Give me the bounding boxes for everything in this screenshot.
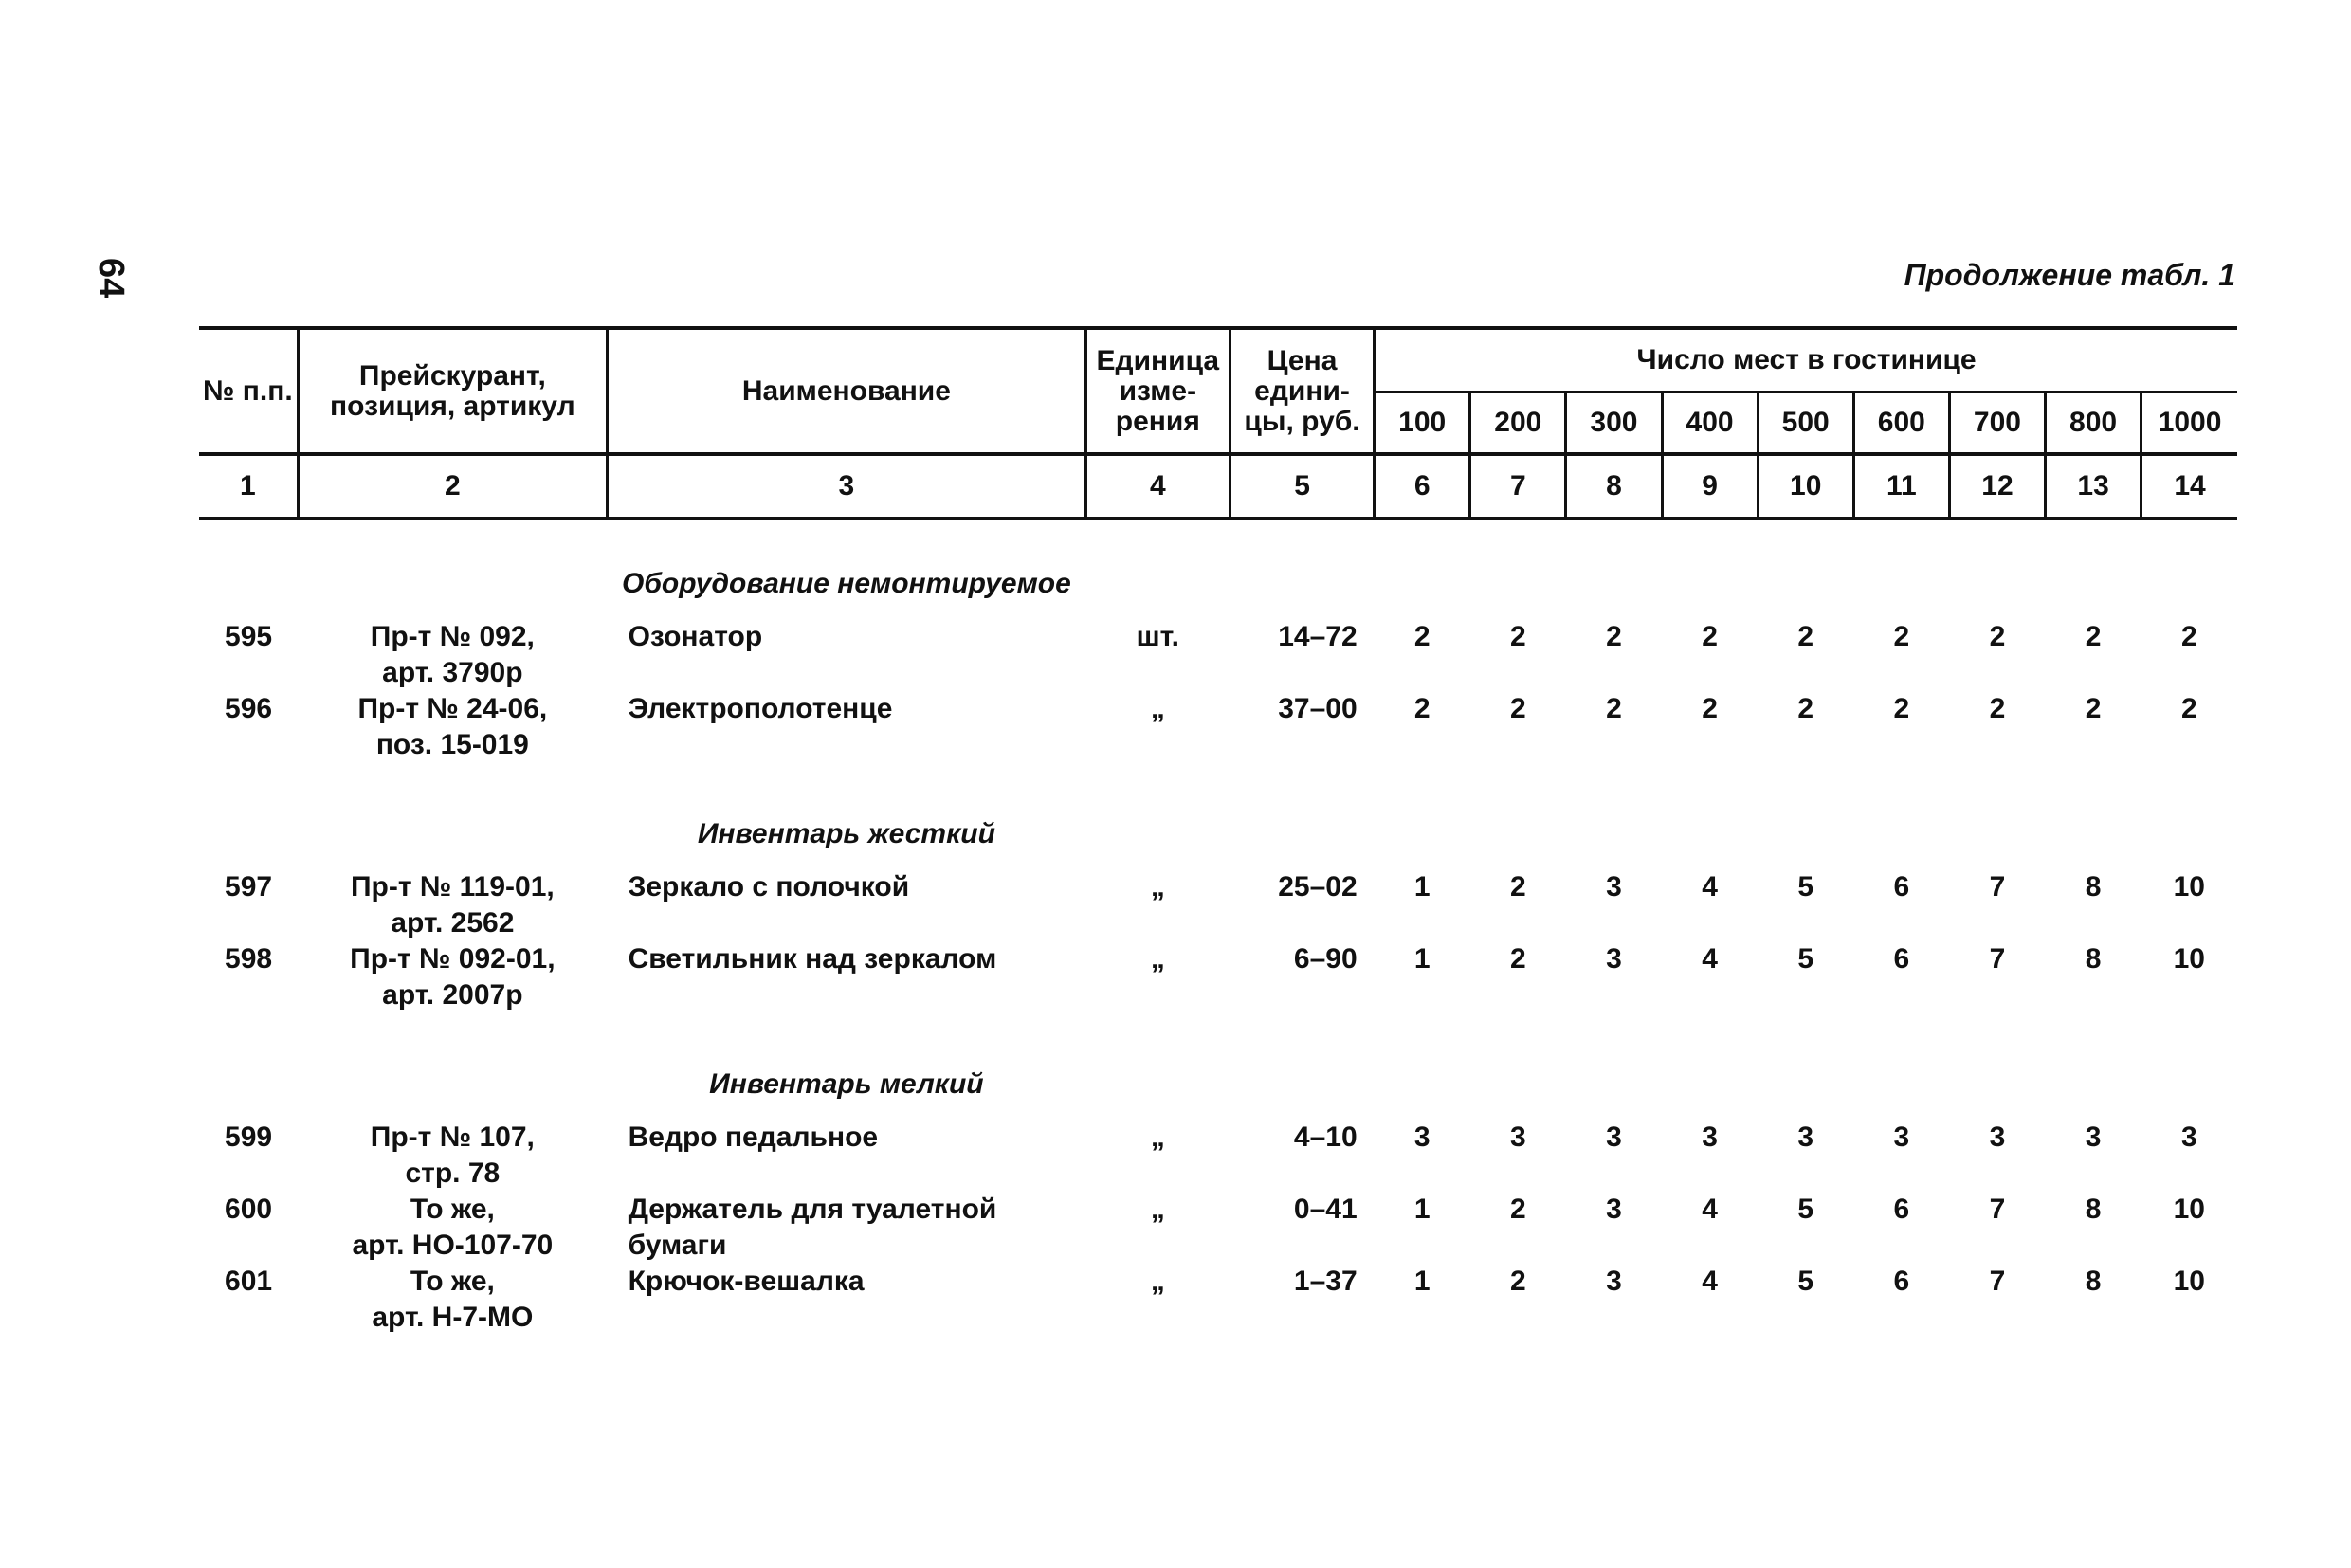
item-quantity: 2: [2085, 693, 2102, 724]
item-quantity: 1: [1413, 1266, 1431, 1297]
section-title: Инвентарь мелкий: [709, 1068, 984, 1100]
header-price: Цена едини-цы, руб.: [1230, 328, 1374, 454]
section-spacer: [2141, 763, 2237, 869]
item-quantity: 7: [1989, 943, 2006, 975]
item-quantity: 5: [1797, 1194, 1814, 1225]
item-quantity: 7: [1989, 871, 2006, 903]
section-spacer: [2141, 1013, 2237, 1120]
item-unit: „: [1150, 1121, 1165, 1153]
section-spacer: [199, 1013, 298, 1120]
item-number: 596: [225, 693, 273, 724]
column-number: 8: [1566, 454, 1662, 519]
pricelist-line: поз. 15-019: [375, 729, 529, 760]
pricelist-line: Пр-т № 119-01,: [350, 871, 555, 903]
header-num: № п.п.: [199, 328, 298, 454]
item-number: 598: [225, 943, 273, 975]
item-quantity: 2: [1509, 693, 1526, 724]
item-name: [608, 869, 1086, 941]
column-number: 10: [1758, 454, 1853, 519]
header-capacity: 400: [1662, 392, 1758, 455]
item-quantity: 2: [1606, 621, 1622, 652]
column-number: 2: [298, 454, 607, 519]
name-line: Электрополотенце: [628, 693, 893, 724]
section-row: [199, 519, 2237, 619]
item-quantity: 2: [1702, 693, 1718, 724]
header-capacity: 700: [1949, 392, 2045, 455]
pricelist-line: арт. Н-7-МО: [372, 1302, 534, 1333]
item-quantity: 4: [1702, 1266, 1718, 1297]
item-quantity: 3: [1606, 943, 1622, 975]
item-number: 600: [225, 1194, 273, 1225]
column-number: 13: [2046, 454, 2141, 519]
pricelist-line: арт. 2562: [391, 907, 515, 939]
item-name: [608, 941, 1086, 1013]
header-capacity: 300: [1566, 392, 1662, 455]
table-body: [199, 519, 2237, 1336]
item-pricelist: [298, 691, 607, 763]
section-spacer: [1853, 1013, 1949, 1120]
item-quantity: 4: [1702, 871, 1718, 903]
column-number: 5: [1230, 454, 1374, 519]
item-quantity: 10: [2173, 1266, 2205, 1297]
item-name: [608, 619, 1086, 691]
pricelist-line: арт. 2007р: [382, 979, 523, 1011]
item-name: [608, 691, 1086, 763]
section-spacer: [1085, 1013, 1230, 1120]
header-unit: Единица изме-рения: [1085, 328, 1230, 454]
table-caption: Продолжение табл. 1: [1904, 258, 2235, 292]
section-spacer: [2046, 763, 2141, 869]
item-pricelist: [298, 869, 607, 941]
section-spacer: [199, 519, 298, 619]
item-price: 14–72: [1278, 621, 1358, 652]
name-line: Ведро педальное: [628, 1121, 879, 1153]
item-pricelist: [298, 1120, 607, 1192]
item-price: 25–02: [1278, 871, 1358, 903]
item-quantity: 10: [2173, 943, 2205, 975]
table-row: [199, 1264, 2237, 1336]
pricelist-line: стр. 78: [405, 1158, 501, 1189]
item-unit: „: [1150, 943, 1165, 975]
section-spacer: [1758, 519, 1853, 619]
section-spacer: [1375, 1013, 1470, 1120]
section-spacer: [1085, 763, 1230, 869]
item-quantity: 2: [1509, 1194, 1526, 1225]
item-quantity: 2: [1413, 693, 1431, 724]
name-line: Озонатор: [628, 621, 763, 652]
section-spacer: [1230, 519, 1374, 619]
item-quantity: 3: [1606, 1266, 1622, 1297]
column-number: 9: [1662, 454, 1758, 519]
pricelist-line: То же,: [410, 1194, 495, 1225]
section-spacer: [2141, 519, 2237, 619]
item-price: 4–10: [1293, 1121, 1358, 1153]
section-spacer: [1566, 1013, 1662, 1120]
page-number: 64: [91, 258, 131, 299]
item-quantity: 2: [1509, 871, 1526, 903]
section-spacer: [1853, 519, 1949, 619]
item-quantity: 2: [1509, 943, 1526, 975]
item-quantity: 6: [1893, 943, 1910, 975]
table-header: [199, 328, 2237, 519]
section-spacer: [298, 519, 607, 619]
name-line: Крючок-вешалка: [628, 1266, 865, 1297]
item-quantity: 2: [2085, 621, 2102, 652]
section-spacer: [1375, 763, 1470, 869]
pricelist-line: То же,: [410, 1266, 495, 1297]
item-quantity: 1: [1413, 871, 1431, 903]
section-spacer: [1566, 763, 1662, 869]
item-quantity: 8: [2085, 1194, 2102, 1225]
item-quantity: 3: [2180, 1121, 2197, 1153]
section-spacer: [2046, 519, 2141, 619]
column-number: 6: [1375, 454, 1470, 519]
item-quantity: 3: [1606, 1121, 1622, 1153]
section-spacer: [1470, 763, 1566, 869]
header-column-numbers: [199, 454, 2237, 519]
item-quantity: 2: [1893, 621, 1910, 652]
table-row: [199, 941, 2237, 1013]
name-line: Зеркало с полочкой: [628, 871, 910, 903]
item-unit: „: [1150, 1266, 1165, 1297]
item-quantity: 3: [1893, 1121, 1910, 1153]
item-unit: „: [1150, 1194, 1165, 1225]
item-quantity: 3: [1989, 1121, 2006, 1153]
table-row: [199, 691, 2237, 763]
item-quantity: 3: [1606, 1194, 1622, 1225]
column-number: 7: [1470, 454, 1566, 519]
item-quantity: 3: [1797, 1121, 1814, 1153]
price-table: [199, 326, 2237, 1336]
name-line: Светильник над зеркалом: [628, 943, 997, 975]
section-spacer: [1949, 1013, 2045, 1120]
name-line: бумаги: [628, 1230, 727, 1261]
section-spacer: [1949, 519, 2045, 619]
item-quantity: 1: [1413, 1194, 1431, 1225]
item-name: [608, 1192, 1086, 1264]
header-name: Наименование: [608, 328, 1086, 454]
item-quantity: 2: [1606, 693, 1622, 724]
column-number: 3: [608, 454, 1086, 519]
section-spacer: [1662, 519, 1758, 619]
section-spacer: [1758, 1013, 1853, 1120]
item-quantity: 2: [1797, 621, 1814, 652]
item-quantity: 2: [2180, 621, 2197, 652]
header-capacity: 500: [1758, 392, 1853, 455]
item-quantity: 2: [1702, 621, 1718, 652]
item-quantity: 3: [1702, 1121, 1718, 1153]
column-number: 12: [1949, 454, 2045, 519]
section-spacer: [298, 1013, 607, 1120]
item-quantity: 6: [1893, 1194, 1910, 1225]
table-row: [199, 1192, 2237, 1264]
section-spacer: [1085, 519, 1230, 619]
item-unit: „: [1150, 871, 1165, 903]
item-quantity: 8: [2085, 943, 2102, 975]
item-number: 597: [225, 871, 273, 903]
section-title: Оборудование немонтируемое: [622, 568, 1071, 599]
section-spacer: [2046, 1013, 2141, 1120]
item-quantity: 8: [2085, 1266, 2102, 1297]
item-quantity: 3: [1509, 1121, 1526, 1153]
section-title: Инвентарь жесткий: [697, 818, 995, 849]
section-row: [199, 763, 2237, 869]
item-price: 0–41: [1293, 1194, 1358, 1225]
pricelist-line: Пр-т № 107,: [370, 1121, 535, 1153]
column-number: 1: [199, 454, 298, 519]
header-capacity: 800: [2046, 392, 2141, 455]
item-quantity: 2: [1989, 621, 2006, 652]
item-price: 37–00: [1278, 693, 1358, 724]
item-name: [608, 1120, 1086, 1192]
item-quantity: 2: [1509, 621, 1526, 652]
section-spacer: [1853, 763, 1949, 869]
column-number: 4: [1085, 454, 1230, 519]
header-pricelist: Прейскурант, позиция, артикул: [298, 328, 607, 454]
section-row: [199, 1013, 2237, 1120]
item-price: 1–37: [1293, 1266, 1358, 1297]
item-quantity: 6: [1893, 871, 1910, 903]
item-name: [608, 1264, 1086, 1336]
section-spacer: [1470, 1013, 1566, 1120]
item-quantity: 2: [1509, 1266, 1526, 1297]
item-quantity: 7: [1989, 1266, 2006, 1297]
pricelist-line: арт. 3790р: [382, 657, 523, 688]
item-quantity: 10: [2173, 1194, 2205, 1225]
table-row: [199, 1120, 2237, 1192]
column-number: 14: [2141, 454, 2237, 519]
item-unit: шт.: [1136, 621, 1180, 652]
name-line: Держатель для туалетной: [628, 1194, 997, 1225]
item-pricelist: [298, 1192, 607, 1264]
section-spacer: [1566, 519, 1662, 619]
table-row: [199, 869, 2237, 941]
item-quantity: 2: [2180, 693, 2197, 724]
pricelist-line: Пр-т № 092-01,: [350, 943, 556, 975]
item-quantity: 1: [1413, 943, 1431, 975]
item-quantity: 5: [1797, 943, 1814, 975]
item-number: 599: [225, 1121, 273, 1153]
item-quantity: 2: [1797, 693, 1814, 724]
item-quantity: 7: [1989, 1194, 2006, 1225]
header-capacity: 1000: [2141, 392, 2237, 455]
header-capacity-group: Число мест в гостинице: [1375, 328, 2237, 392]
item-pricelist: [298, 1264, 607, 1336]
section-spacer: [1662, 1013, 1758, 1120]
section-spacer: [1758, 763, 1853, 869]
item-quantity: 8: [2085, 871, 2102, 903]
item-quantity: 2: [1413, 621, 1431, 652]
table-row: [199, 619, 2237, 691]
item-quantity: 3: [1413, 1121, 1431, 1153]
item-quantity: 4: [1702, 943, 1718, 975]
section-spacer: [1949, 763, 2045, 869]
section-spacer: [199, 763, 298, 869]
section-spacer: [1470, 519, 1566, 619]
header-capacity: 600: [1853, 392, 1949, 455]
header-capacity: 200: [1470, 392, 1566, 455]
item-quantity: 3: [1606, 871, 1622, 903]
item-number: 601: [225, 1266, 273, 1297]
item-quantity: 6: [1893, 1266, 1910, 1297]
pricelist-line: Пр-т № 092,: [370, 621, 535, 652]
item-quantity: 4: [1702, 1194, 1718, 1225]
item-quantity: 2: [1989, 693, 2006, 724]
section-spacer: [298, 763, 607, 869]
item-number: 595: [225, 621, 273, 652]
item-quantity: 10: [2173, 871, 2205, 903]
pricelist-line: арт. НО-107-70: [352, 1230, 554, 1261]
section-spacer: [1230, 1013, 1374, 1120]
section-spacer: [1662, 763, 1758, 869]
item-quantity: 5: [1797, 1266, 1814, 1297]
item-quantity: 5: [1797, 871, 1814, 903]
section-spacer: [1375, 519, 1470, 619]
column-number: 11: [1853, 454, 1949, 519]
pricelist-line: Пр-т № 24-06,: [357, 693, 548, 724]
item-quantity: 2: [1893, 693, 1910, 724]
item-pricelist: [298, 941, 607, 1013]
header-capacity: 100: [1375, 392, 1470, 455]
item-pricelist: [298, 619, 607, 691]
item-price: 6–90: [1293, 943, 1358, 975]
item-unit: „: [1150, 693, 1165, 724]
section-spacer: [1230, 763, 1374, 869]
item-quantity: 3: [2085, 1121, 2102, 1153]
